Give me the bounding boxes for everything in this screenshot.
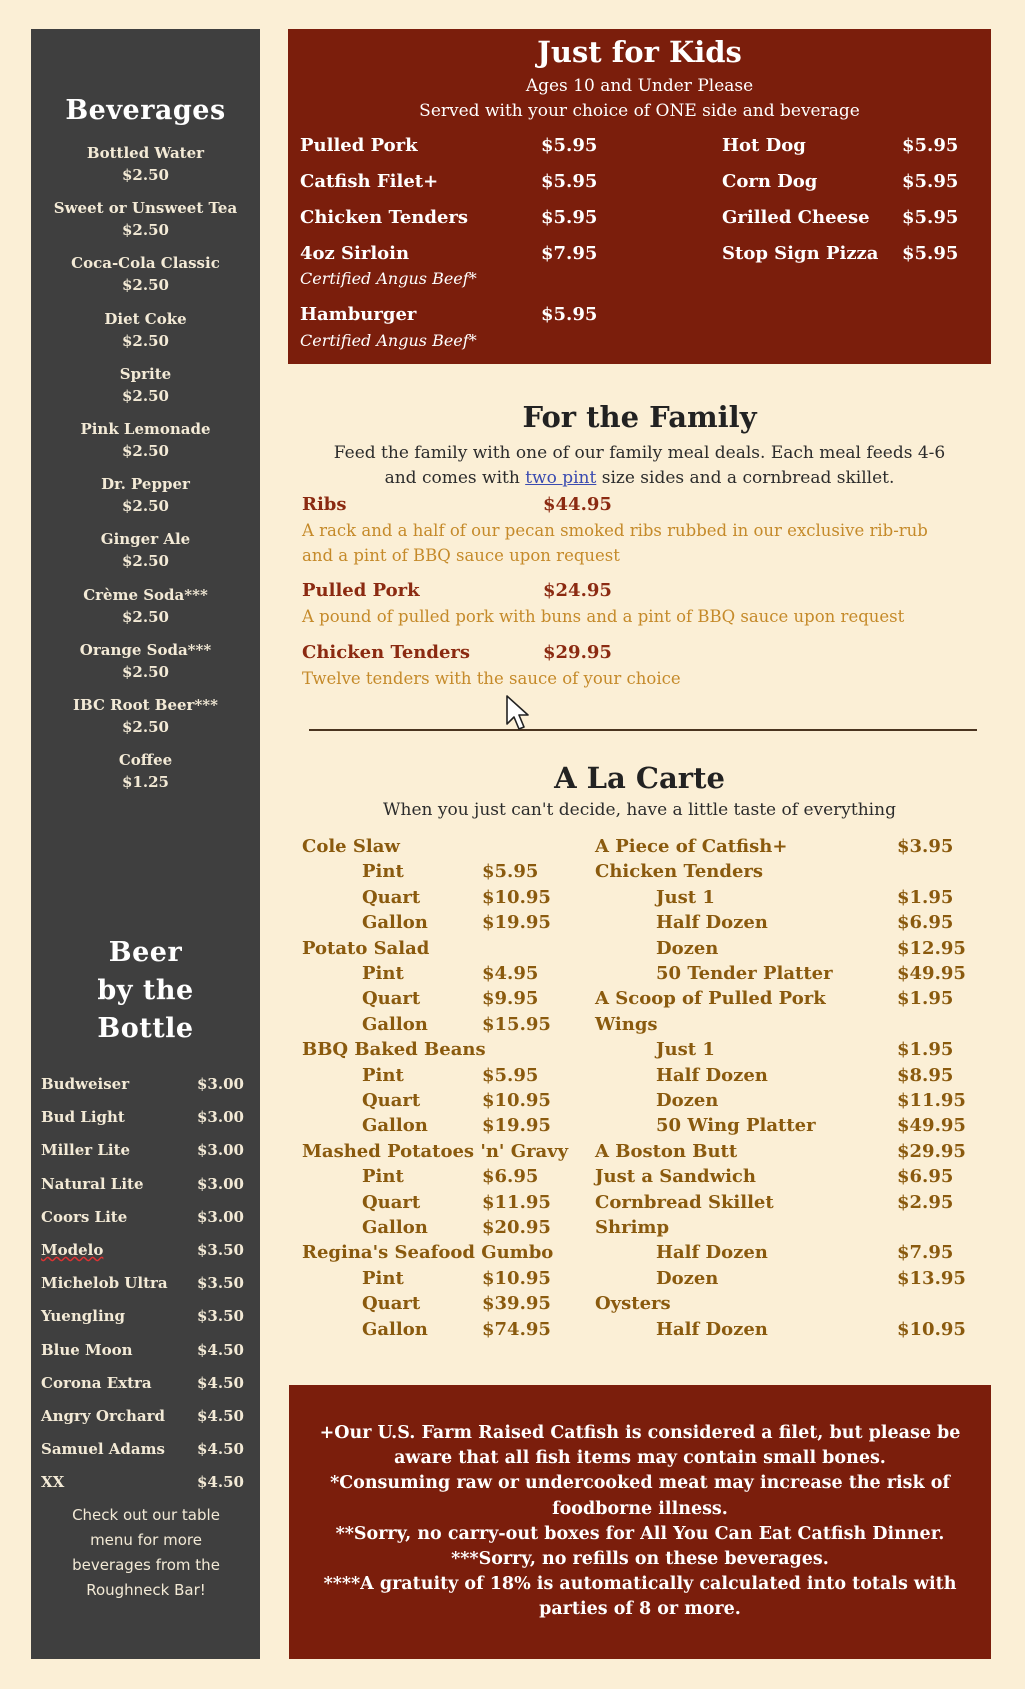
family-item-name: Pulled Pork (302, 580, 420, 601)
family-intro-link[interactable]: two pint (525, 468, 597, 488)
beer-note-line: menu for more (90, 1531, 202, 1549)
beer-title-line: by the (97, 975, 194, 1006)
alacarte-item-price: $10.95 (897, 1318, 966, 1340)
kids-item-price: $5.95 (541, 171, 598, 192)
beer-name: Blue Moon (41, 1340, 133, 1359)
beer-price: $3.00 (197, 1075, 244, 1093)
alacarte-item-label: A Scoop of Pulled Pork (595, 988, 826, 1010)
alacarte-item-price: $6.95 (897, 912, 954, 934)
alacarte-item-label: Cole Slaw (302, 836, 400, 857)
alacarte-item-label: Pint (362, 1166, 404, 1188)
sidebar (31, 29, 260, 1659)
notes-text (309, 1421, 971, 1623)
beverage-name: Coca-Cola Classic (71, 254, 220, 273)
beer-name: Modelo (41, 1240, 104, 1259)
alacarte-item-label: Pint (362, 1267, 404, 1289)
alacarte-item-label: Quart (362, 1090, 421, 1111)
alacarte-item-price: $39.95 (482, 1293, 551, 1315)
kids-title: Just for Kids (537, 35, 742, 69)
beer-row (41, 1372, 251, 1405)
alacarte-item-price: $2.95 (897, 1191, 954, 1213)
beverage-name: Pink Lemonade (80, 419, 211, 438)
note-line: *Consuming raw or undercooked meat may increase the risk of (330, 1473, 950, 1494)
beverage-price: $1.25 (122, 773, 169, 792)
kids-item-name: Hot Dog (722, 135, 806, 156)
beer-price: $3.50 (197, 1274, 244, 1293)
alacarte-item-label: Mashed Potatoes 'n' Gravy (302, 1140, 569, 1162)
alacarte-item-price: $11.95 (897, 1090, 966, 1111)
beverage-name: Dr. Pepper (101, 475, 190, 494)
beer-row (41, 1106, 251, 1139)
alacarte-item-price: $7.95 (897, 1242, 954, 1264)
kids-item-price: $7.95 (541, 243, 598, 264)
family-intro-text: size sides and a cornbread skillet. (596, 468, 895, 488)
kids-item-price: $5.95 (541, 207, 598, 228)
alacarte-item-price: $19.95 (482, 912, 551, 934)
alacarte-item-label: Gallon (362, 912, 428, 934)
beverage-item (31, 197, 260, 252)
alacarte-item-price: $1.95 (897, 988, 954, 1010)
family-intro (288, 468, 991, 488)
beverage-price: $2.50 (122, 166, 169, 184)
family-item-desc: A pound of pulled pork with buns and a pint of BBQ sauce upon request (302, 607, 905, 626)
notes-section (289, 1385, 991, 1659)
kids-item-name: Pulled Pork (300, 135, 418, 156)
family-item-desc: and a pint of BBQ sauce upon request (302, 546, 620, 565)
alacarte-item-price: $20.95 (482, 1217, 551, 1238)
alacarte-item-label: Dozen (656, 1267, 719, 1289)
beer-title (31, 934, 260, 1048)
beverage-price: $2.50 (122, 441, 169, 460)
beverage-name: Orange Soda*** (79, 640, 212, 659)
beer-row (41, 1173, 251, 1206)
alacarte-item-label: Gallon (362, 1013, 428, 1035)
alacarte-item-price: $5.95 (482, 1064, 539, 1086)
kids-subtitle: Ages 10 and Under Please (525, 76, 754, 96)
kids-item-desc: Certified Angus Beef* (300, 269, 477, 288)
beer-title-line: Bottle (97, 1013, 194, 1044)
beverage-name: Ginger Ale (100, 530, 191, 549)
alacarte-item-label: Half Dozen (656, 1064, 768, 1086)
alacarte-item-label: Quart (362, 886, 421, 908)
alacarte-item-price: $12.95 (897, 937, 966, 959)
family-intro: Feed the family with one of our family meal deals. Each meal feeds 4-6 (333, 443, 946, 463)
alacarte-item-label: Gallon (362, 1115, 428, 1137)
beverages-title: Beverages (65, 95, 226, 126)
alacarte-item-price: $10.95 (482, 886, 551, 908)
beer-row (41, 1471, 251, 1504)
kids-item-price: $5.95 (902, 207, 959, 228)
alacarte-item-price: $10.95 (482, 1090, 551, 1111)
kids-item-name: Chicken Tenders (300, 207, 469, 228)
alacarte-item-label: Pint (362, 861, 404, 883)
note-line: parties of 8 or more. (539, 1599, 741, 1620)
beer-name: Bud Light (41, 1108, 125, 1127)
family-item-desc: Twelve tenders with the sauce of your choice (302, 669, 681, 688)
kids-section (288, 29, 991, 364)
beer-price: $4.50 (197, 1440, 244, 1459)
family-item-name: Chicken Tenders (302, 642, 471, 663)
kids-item-price: $5.95 (902, 171, 959, 192)
beverage-price: $2.50 (122, 221, 169, 240)
alacarte-item-label: Cornbread Skillet (595, 1191, 774, 1213)
kids-item-name: Hamburger (300, 304, 417, 325)
kids-item-price: $5.95 (541, 135, 598, 156)
alacarte-title: A La Carte (554, 761, 725, 795)
note-line: ****A gratuity of 18% is automatically calculated into totals with (323, 1574, 957, 1595)
beverage-item (31, 694, 260, 749)
alacarte-item-price: $74.95 (482, 1318, 551, 1340)
beer-note (41, 1503, 251, 1603)
alacarte-item-label: Quart (362, 1293, 421, 1315)
beer-name: Angry Orchard (41, 1406, 165, 1425)
beverage-item (31, 252, 260, 307)
beer-name: Coors Lite (41, 1207, 128, 1226)
beer-list (41, 1073, 251, 1504)
note-line: +Our U.S. Farm Raised Catfish is considered a filet, but please be (319, 1423, 961, 1443)
alacarte-item-label: 50 Wing Platter (656, 1115, 816, 1137)
section-divider (309, 729, 977, 731)
kids-item-name: Stop Sign Pizza (722, 243, 879, 264)
alacarte-item-label: Shrimp (595, 1217, 670, 1238)
kids-item-name: Catfish Filet+ (300, 171, 439, 192)
alacarte-item-label: Just a Sandwich (595, 1166, 756, 1188)
kids-item-name: 4oz Sirloin (300, 243, 410, 264)
beer-row (41, 1339, 251, 1372)
beverage-name: Crème Soda*** (83, 585, 208, 604)
mouse-cursor-icon (505, 694, 531, 734)
alacarte-item-label: Pint (362, 963, 404, 984)
beverage-price: $2.50 (122, 717, 169, 736)
beer-title-line: Beer (108, 937, 183, 968)
alacarte-item-label: Quart (362, 988, 421, 1010)
beverage-item (31, 363, 260, 418)
kids-item-price: $5.95 (541, 304, 598, 325)
beer-name: Michelob Ultra (41, 1274, 168, 1293)
beverage-price: $2.50 (122, 386, 169, 405)
alacarte-item-label: Oysters (595, 1293, 671, 1315)
beer-row (41, 1073, 251, 1106)
beverage-item (31, 749, 260, 804)
alacarte-item-price: $8.95 (897, 1064, 954, 1086)
beer-row (41, 1405, 251, 1438)
beer-price: $3.00 (197, 1141, 244, 1160)
beer-name: Budweiser (41, 1075, 130, 1093)
alacarte-item-label: Half Dozen (656, 1242, 768, 1264)
alacarte-item-label: Half Dozen (656, 1318, 768, 1340)
beverage-price: $2.50 (122, 607, 169, 626)
beer-price: $3.50 (197, 1307, 244, 1326)
beer-price: $4.50 (197, 1473, 244, 1492)
beverage-price: $2.50 (122, 276, 169, 295)
beverage-name: Diet Coke (104, 309, 187, 328)
beer-price: $3.00 (197, 1108, 244, 1127)
beverage-price: $2.50 (122, 552, 169, 571)
family-item-price: $29.95 (543, 642, 612, 663)
alacarte-item-label: A Boston Butt (595, 1140, 738, 1162)
beverage-name: IBC Root Beer*** (73, 695, 218, 714)
alacarte-item-price: $9.95 (482, 988, 539, 1010)
note-line: aware that all fish items may contain small bones. (394, 1448, 886, 1469)
alacarte-item-label: Dozen (656, 1090, 719, 1111)
alacarte-item-label: BBQ Baked Beans (302, 1039, 486, 1061)
alacarte-item-label: Gallon (362, 1318, 428, 1340)
alacarte-item-label: Dozen (656, 937, 719, 959)
alacarte-item-label: Wings (595, 1013, 658, 1035)
kids-item-price: $5.95 (902, 243, 959, 264)
beverage-item (31, 473, 260, 528)
alacarte-item-label: Potato Salad (302, 937, 430, 959)
beverage-item (31, 418, 260, 473)
beverage-item (31, 308, 260, 363)
beer-row (41, 1305, 251, 1338)
alacarte-item-price: $6.95 (897, 1166, 954, 1188)
beer-name: Yuengling (41, 1307, 126, 1326)
beer-name: XX (41, 1473, 65, 1492)
beer-row (41, 1239, 251, 1272)
note-line: ***Sorry, no refills on these beverages. (451, 1549, 829, 1570)
beverage-list (31, 142, 260, 804)
beer-row (41, 1139, 251, 1172)
beer-price: $3.50 (197, 1240, 244, 1259)
alacarte-item-label: Gallon (362, 1217, 428, 1238)
alacarte-item-label: Regina's Seafood Gumbo (302, 1242, 554, 1264)
kids-subtitle: Served with your choice of ONE side and beverage (419, 101, 860, 121)
alacarte-item-label: Quart (362, 1191, 421, 1213)
beverage-name: Bottled Water (86, 144, 205, 162)
beer-note-line: Check out our table (72, 1506, 220, 1524)
beverage-price: $2.50 (122, 662, 169, 681)
alacarte-item-label: Chicken Tenders (595, 861, 764, 883)
family-item-desc: A rack and a half of our pecan smoked ribs rubbed in our exclusive rib-rub (302, 521, 928, 540)
beer-price: $4.50 (197, 1406, 244, 1425)
beverage-item (31, 639, 260, 694)
beer-price: $4.50 (197, 1340, 244, 1359)
beverage-price: $2.50 (122, 331, 169, 350)
beer-price: $3.00 (197, 1174, 244, 1193)
beer-note-line: Roughneck Bar! (86, 1581, 206, 1599)
alacarte-item-price: $6.95 (482, 1166, 539, 1188)
alacarte-item-label: A Piece of Catfish+ (595, 836, 788, 857)
family-item-price: $24.95 (543, 580, 612, 601)
kids-item-name: Corn Dog (722, 171, 818, 192)
family-item-price: $44.95 (543, 494, 612, 515)
alacarte-item-price: $10.95 (482, 1267, 551, 1289)
alacarte-item-label: 50 Tender Platter (656, 963, 833, 984)
beverage-item (31, 584, 260, 639)
beer-price: $4.50 (197, 1373, 244, 1392)
alacarte-item-price: $15.95 (482, 1013, 551, 1035)
alacarte-item-label: Just 1 (656, 1039, 715, 1061)
alacarte-item-price: $19.95 (482, 1115, 551, 1137)
family-item-name: Ribs (302, 494, 347, 515)
alacarte-item-price: $1.95 (897, 1039, 954, 1061)
alacarte-item-price: $5.95 (482, 861, 539, 883)
beverage-item (31, 528, 260, 583)
family-title: For the Family (522, 400, 757, 434)
alacarte-item-price: $13.95 (897, 1267, 966, 1289)
beer-row (41, 1206, 251, 1239)
alacarte-item-price: $49.95 (897, 963, 966, 984)
alacarte-item-price: $11.95 (482, 1191, 551, 1213)
beverage-price: $2.50 (122, 497, 169, 516)
alacarte-item-price: $4.95 (482, 963, 539, 984)
beer-row (41, 1272, 251, 1305)
kids-item-desc: Certified Angus Beef* (300, 331, 477, 350)
beer-note-line: beverages from the (72, 1556, 220, 1574)
kids-item-price: $5.95 (902, 135, 959, 156)
note-line: **Sorry, no carry-out boxes for All You Can Eat Catfish Dinner. (335, 1523, 945, 1544)
family-intro-text: and comes with (384, 468, 526, 488)
beverage-name: Coffee (118, 751, 173, 770)
alacarte-item-label: Half Dozen (656, 912, 768, 934)
alacarte-item-label: Just 1 (656, 886, 715, 908)
alacarte-item-price: $3.95 (897, 836, 954, 857)
alacarte-item-label: Pint (362, 1064, 404, 1086)
beverage-item (31, 142, 260, 197)
alacarte-item-price: $49.95 (897, 1115, 966, 1137)
beer-row (41, 1438, 251, 1471)
beverage-name: Sweet or Unsweet Tea (53, 199, 238, 218)
beer-name: Samuel Adams (41, 1440, 165, 1459)
alacarte-subtitle: When you just can't decide, have a little taste of everything (383, 800, 896, 820)
alacarte-item-price: $1.95 (897, 886, 954, 908)
beer-name: Corona Extra (41, 1373, 152, 1392)
alacarte-item-price: $29.95 (897, 1140, 966, 1162)
kids-item-name: Grilled Cheese (722, 207, 870, 228)
beer-name: Natural Lite (41, 1174, 144, 1193)
beer-price: $3.00 (197, 1207, 244, 1226)
note-line: foodborne illness. (552, 1498, 728, 1519)
beer-name: Miller Lite (41, 1141, 131, 1160)
beverage-name: Sprite (119, 364, 172, 383)
